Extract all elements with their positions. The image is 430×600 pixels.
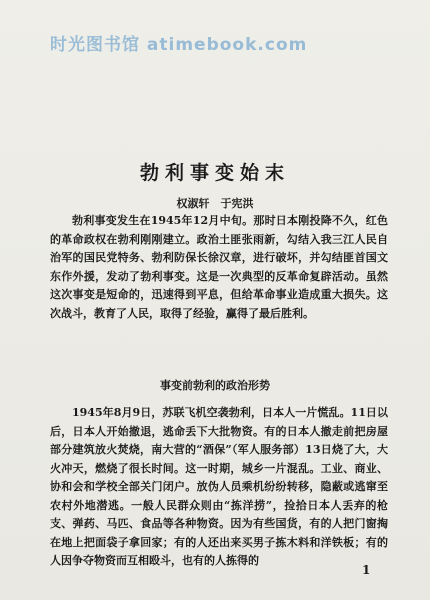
section-heading: 事变前勃利的政治形势 (160, 379, 270, 392)
body-paragraph-2: 1945年8月9日，苏联飞机空袭勃利，日本人一片慌乱。11日以后，日本人开始撤退，逃命丢下大批物资。有的日本人撤走前把房屋部分建筑放火焚烧，南大营的“酒保”（军人服务部）13日烧了大，大火冲天，燃烧了很长时间。这一时期，城乡一片混乱。工业、商业、协和会和学校全部关门闭户。放伪人员乘机纷纷转移，隐蔽或逃窜至农村外地潜逃。一般人民群众则由“拣洋捞”，捡拾日本人丢弃的枪支、弹药、马匹、食品等各种物资。因为有些国货，有的人把门窗掏在地上把面袋子拿回家；有的人还出来买男子拣木料和洋铁板；有的人因争夺物资而互相殴斗，也有的人拣得的 (50, 406, 388, 567)
article-title: 勃利事变始末 (139, 162, 290, 184)
article-authors: 权淑轩 于宪洪 (176, 197, 254, 210)
page-number: 1 (362, 563, 371, 577)
watermark-text: 时光图书馆 atimebook.com (50, 35, 308, 55)
body-paragraph-1: 勃利事变发生在1945年12月中旬。那时日本刚投降不久，红色的革命政权在勃利刚刚建立。政治土匪张雨新，勾结入我三江人民自治军的国民党特务、勃利防保长徐汉章，进行破坏，并勾结匪首国文东作外援，发动了勃利事变。这是一次典型的反革命复辟活动。虽然这次事变是短命的，迅速得到平息，但给革命事业造成重大损失。这次战斗，教育了人民，取得了经验，赢得了最后胜利。 (50, 214, 388, 320)
